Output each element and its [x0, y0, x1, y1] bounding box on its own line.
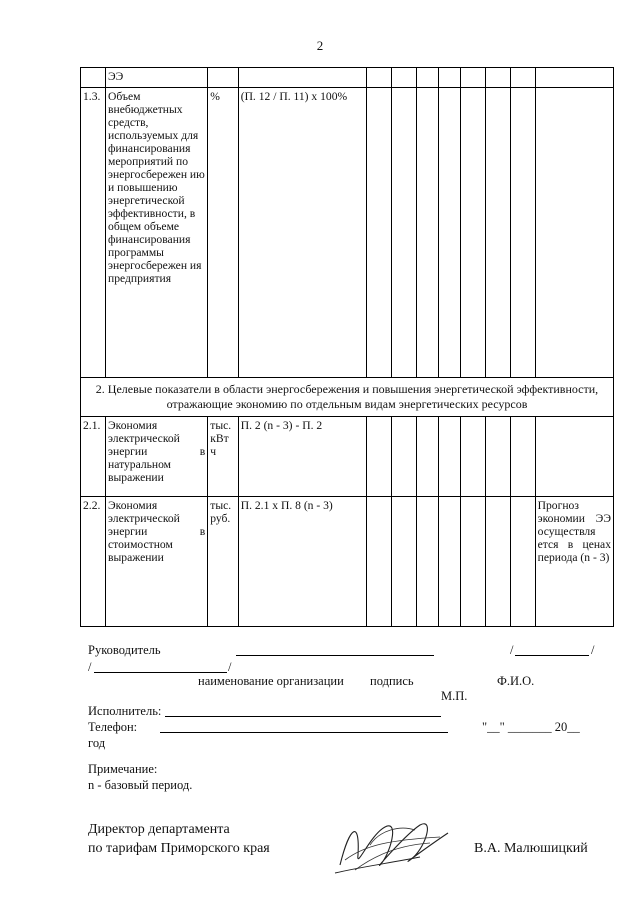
date-field: "__" _______ 20__: [482, 720, 580, 734]
slash: /: [88, 660, 92, 674]
row-num: 2.2.: [81, 497, 106, 627]
director-name: В.А. Малюшицкий: [474, 841, 588, 856]
row-name: Экономия электрической энергии в натуральном выражении: [106, 417, 208, 497]
note-label: Примечание:: [88, 762, 158, 776]
head-label: Руководитель: [88, 643, 161, 657]
director-title-1: Директор департамента: [88, 822, 230, 837]
row-name: Объем внебюджетных средств, используемых для финансирования мероприятий по энергосбережен ию и повышению энергетической эффективности, в общем объеме финансирования программы энергосбережен ия предприятия: [106, 88, 208, 378]
row-unit: тыс. кВт ч: [208, 417, 238, 497]
row-note: Прогноз экономии ЭЭ осуществля ется в ценах периода (n - 3): [535, 497, 613, 627]
year-label: год: [88, 736, 106, 750]
note-text: n - базовый период.: [88, 778, 193, 792]
row-name: ЭЭ: [106, 68, 208, 88]
section-heading: 2. Целевые показатели в области энергосбережения и повышения энергетической эффективности, отражающие экономию по отдельным видам энергетических ресурсов: [81, 378, 614, 417]
phone-label: Телефон:: [88, 720, 138, 734]
head-org-line: [236, 655, 434, 656]
row-name: Экономия электрической энергии в стоимостном выражении: [106, 497, 208, 627]
sign-caption: подпись: [370, 674, 414, 688]
table-row: [81, 68, 614, 88]
row-unit: тыс. руб.: [208, 497, 238, 627]
mp-label: М.П.: [441, 689, 468, 703]
handwritten-signature: [330, 815, 460, 877]
row-formula: П. 2 (n - 3) - П. 2: [238, 417, 366, 497]
director-title-2: по тарифам Приморского края: [88, 841, 270, 856]
indicators-table: [80, 67, 614, 627]
sign-line: [94, 672, 227, 673]
executor-line: [165, 716, 441, 717]
table-row: [81, 88, 614, 378]
org-caption: наименование организации: [198, 674, 344, 688]
fio-caption: Ф.И.О.: [497, 674, 535, 688]
row-num: 2.1.: [81, 417, 106, 497]
row-formula: П. 2.1 х П. 8 (n - 3): [238, 497, 366, 627]
row-formula: (П. 12 / П. 11) х 100%: [238, 88, 366, 378]
slash: /: [591, 643, 595, 657]
slash: /: [510, 643, 514, 657]
slash: /: [228, 660, 232, 674]
section-row: [81, 378, 614, 417]
executor-label: Исполнитель:: [88, 704, 162, 718]
page-number: 2: [316, 38, 324, 53]
phone-line: [160, 732, 448, 733]
fio-line: [515, 655, 589, 656]
table-row: [81, 497, 614, 627]
row-unit: %: [208, 88, 238, 378]
row-num: 1.3.: [81, 88, 106, 378]
table-row: [81, 417, 614, 497]
